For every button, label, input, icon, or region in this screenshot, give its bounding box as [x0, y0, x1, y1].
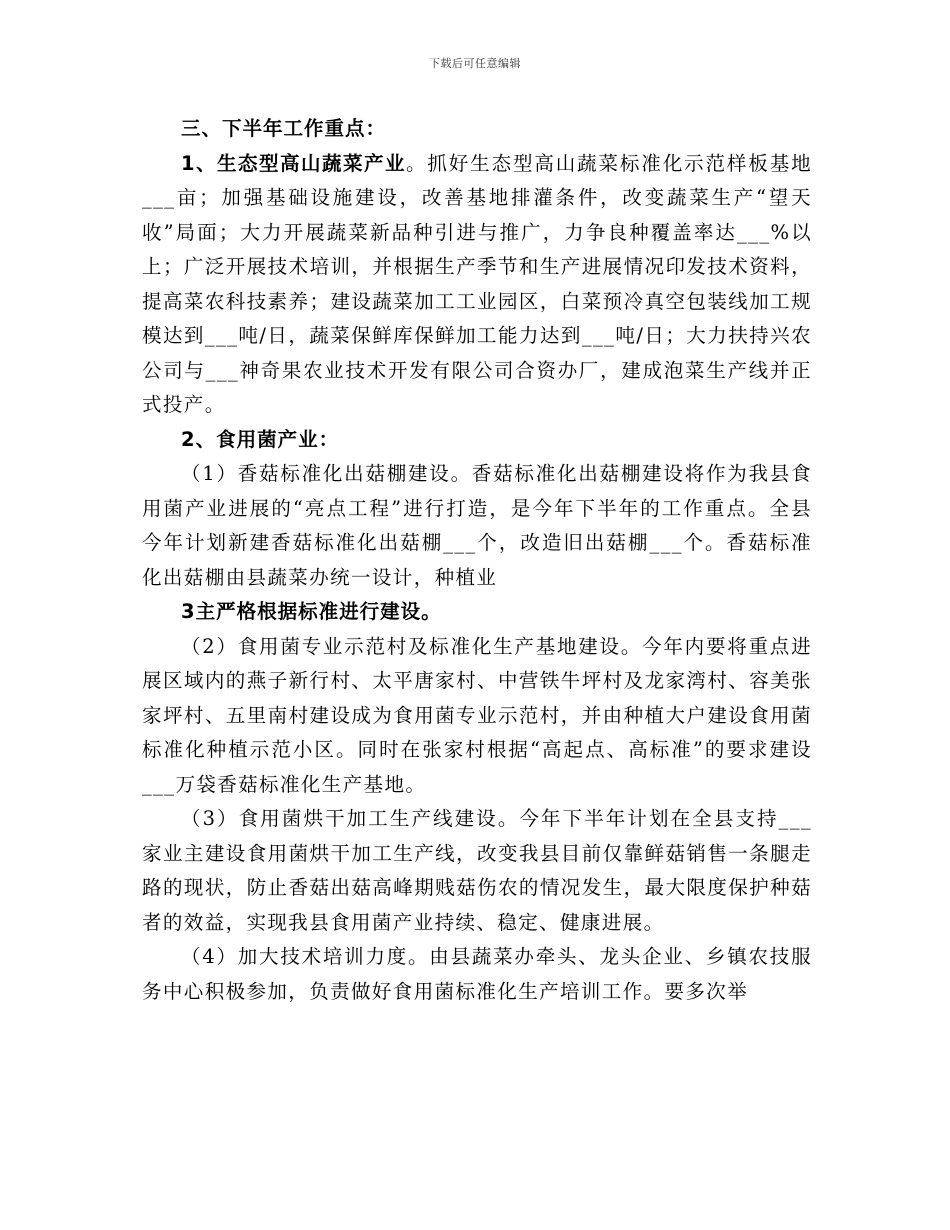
page-header: 下载后可任意编辑 [429, 57, 521, 70]
subsection-title-mushroom: 2、食用菌产业： [181, 427, 340, 451]
paragraph-lead: 1、生态型高山蔬菜产业 [181, 151, 406, 175]
paragraph-training: （4）加大技术培训力度。由县蔬菜办牵头、龙头企业、乡镇农技服务中心积极参加，负责做好食用菌标准化生产培训工作。要多次举 [142, 945, 812, 1003]
document-body [142, 112, 812, 1009]
subsection-title-standard: 3主严格根据标准进行建设。 [181, 600, 442, 623]
paragraph-demo-village: （2）食用菌专业示范村及标准化生产基地建设。今年内要将重点进展区域内的燕子新行村、太平唐家村、中营铁牛坪村及龙家湾村、容美张家坪村、五里南村建设成为食用菌专业示范村，并由种植大户建设食用菌标准化种植示范小区。同时在张家村根据“高起点、高标准”的要求建设___万袋香菇标准化生产基地。 [142, 634, 812, 796]
section-title: 三、下半年工作重点： [181, 117, 387, 140]
paragraph-mushroom-shed: （1）香菇标准化出菇棚建设。香菇标准化出菇棚建设将作为我县食用菌产业进展的“亮点工程”进行打造，是今年下半年的工作重点。全县今年计划新建香菇标准化出菇棚___个，改造旧出菇棚___个。香菇标准化出菇棚由县蔬菜办统一设计，种植业 [142, 462, 812, 589]
paragraph-vegetable-industry [142, 147, 812, 423]
paragraph-text: 。抓好生态型高山蔬菜标准化示范样板基地___亩；加强基础设施建设，改善基地排灌条件，改变蔬菜生产“望天收”局面；大力开展蔬菜新品种引进与推广，力争良种覆盖率达___%以上；广泛开展技术培训，并根据生产季节和生产进展情况印发技术资料，提高菜农科技素养；建设蔬菜加工工业园区，白菜预冷真空包装线加工规模达到___吨/日，蔬菜保鲜库保鲜加工能力达到___吨/日；大力扶持兴农公司与___神奇果农业技术开发有限公司合资办厂，建成泡菜生产线并正式投产。 [142, 151, 812, 416]
paragraph-drying-line: （3）食用菌烘干加工生产线建设。今年下半年计划在全县支持___家业主建设食用菌烘干加工生产线，改变我县目前仅靠鲜菇销售一条腿走路的现状，防止香菇出菇高峰期贱菇伤农的情况发生，最大限度保护种菇者的效益，实现我县食用菌产业持续、稳定、健康进展。 [142, 807, 812, 934]
